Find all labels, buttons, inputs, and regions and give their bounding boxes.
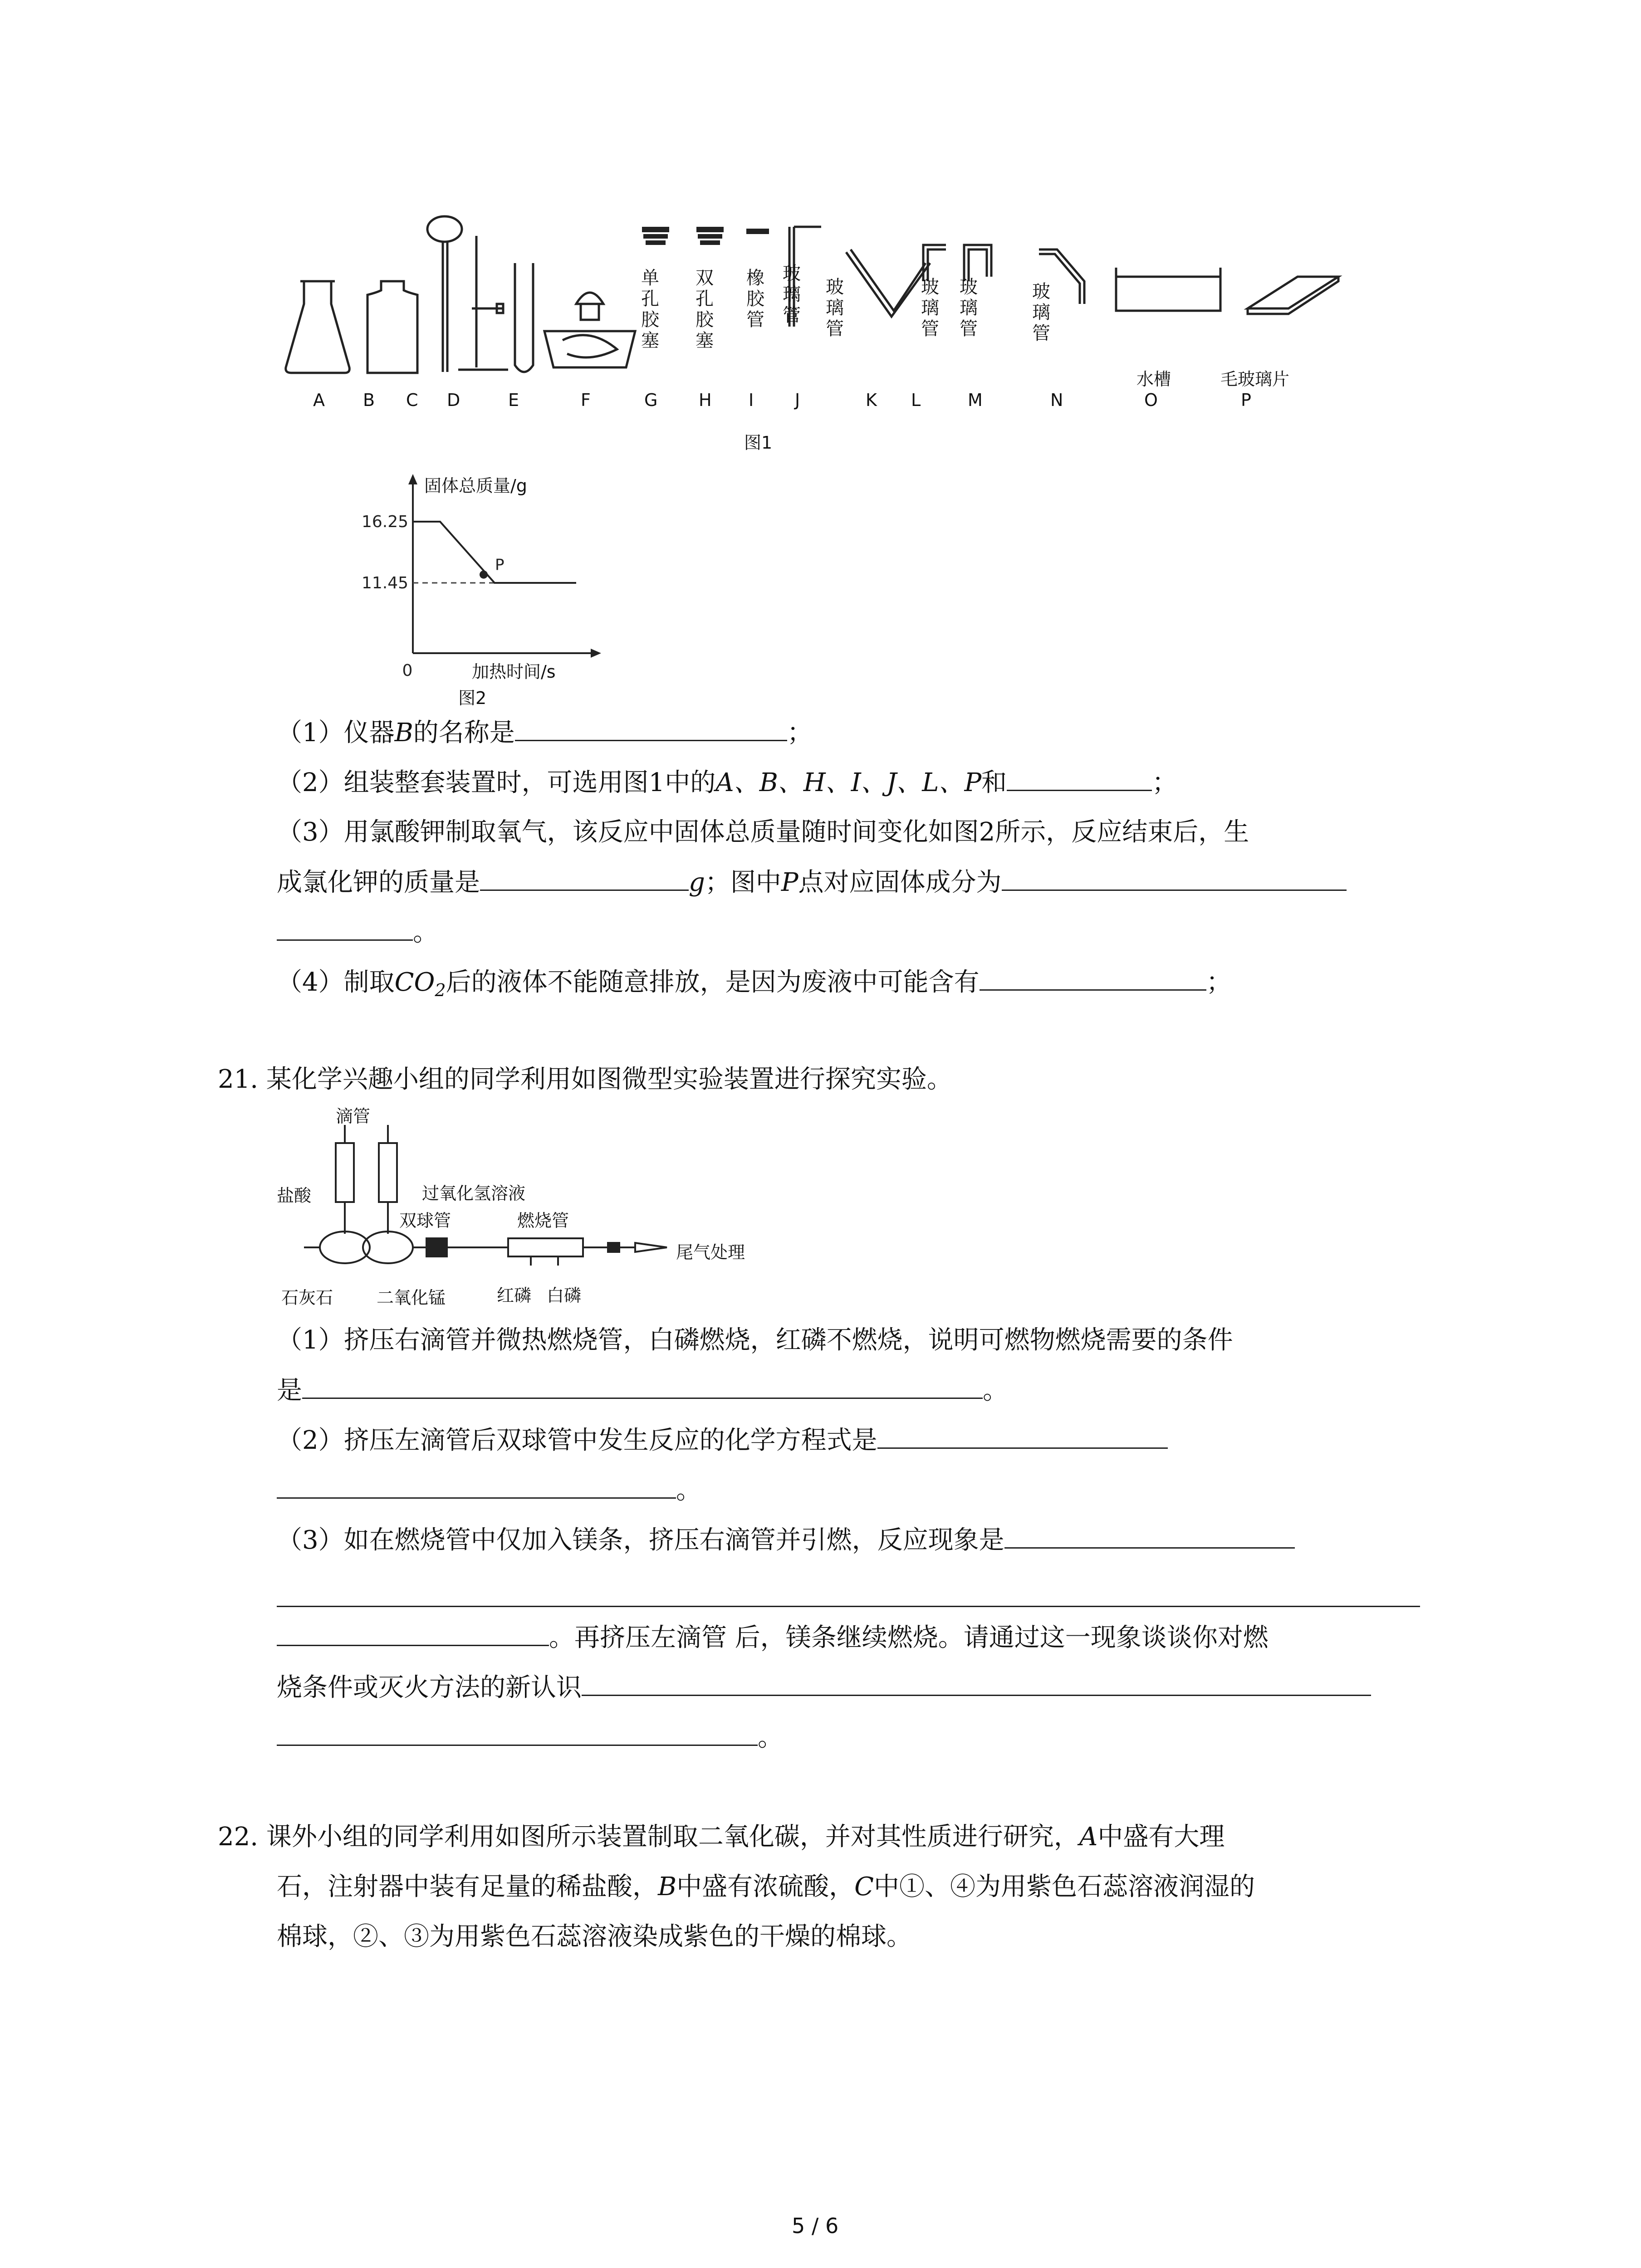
q20-p3-mass-blank[interactable] [480,864,689,891]
label-dropper: 滴管 [336,1106,371,1126]
q22-line3: 棉球，②、③为用紫色石蕊溶液染成紫色的干燥的棉球。 [277,1922,912,1951]
label-white-p: 白磷 [547,1286,582,1305]
letter-l: L [911,390,921,410]
letter-p: P [1241,390,1251,410]
page-number: 5 / 6 [792,2214,839,2238]
letter-j: J [795,390,800,410]
mass-time-chart [354,472,608,680]
iron-stand-icon [458,236,508,370]
letter-d: D [447,390,460,410]
y-axis-label: 固体总质量/g [424,476,527,496]
conical-flask-icon [286,281,350,373]
q20-p4-answer-blank[interactable] [980,964,1206,991]
letter-n: N [1050,390,1063,410]
label-glass-tube-k: 玻璃管 [826,277,844,339]
x-axis-arrow [591,649,601,658]
point-p-label: P [495,556,505,574]
letter-f: F [581,390,591,410]
y-axis-arrow [408,474,417,484]
letter-m: M [968,390,983,410]
label-hcl: 盐酸 [277,1186,312,1206]
q21-stem: 21. 某化学兴趣小组的同学利用如图微型实验装置进行探究实验。 [218,1065,952,1094]
right-angle-tube-icon [923,245,946,281]
q20-p2-answer-blank[interactable] [1007,764,1152,791]
q21-part3-line1: （3）如在燃烧管中仅加入镁条，挤压右滴管并引燃，反应现象是 [277,1522,1295,1559]
q21-p3-phenomenon-blank[interactable] [1004,1522,1295,1549]
label-glass-tube-j: 玻璃管 [783,263,801,326]
label-glass-tube-n: 玻璃管 [1032,281,1050,344]
label-double-hole-stopper: 双孔胶塞 [696,268,714,351]
label-red-p: 红磷 [497,1286,532,1305]
q22-line2: 石，注射器中装有足量的稀盐酸，B中盛有浓硫酸，C中①、④为用紫色石蕊溶液润湿的 [277,1872,1255,1901]
tick-16-25: 16.25 [361,513,408,531]
q20-part1: （1）仪器B的名称是 ； [277,714,813,751]
origin-label: 0 [402,661,413,680]
double-hole-stopper-icon [696,227,724,245]
q21-part3-line5: 。 [277,1719,783,1756]
q21-p2-equation-blank-cont[interactable] [277,1472,676,1499]
letter-b: B [363,390,375,410]
q20-part4: （4）制取$CO_2$后的液体不能随意排放，是因为废液中可能含有 ； [277,964,1232,1008]
q20-part3-line2: 成氯化钾的质量是 g；图中P点对应固体成分为 [277,864,1347,901]
single-hole-stopper-icon [642,227,669,245]
q22-line1: 22. 课外小组的同学利用如图所示装置制取二氧化碳，并对其性质进行研究，A中盛有大理 [218,1822,1225,1852]
figure-1-caption: 图1 [744,433,773,453]
bent-glass-tube-icon [846,249,930,317]
q21-p3-insight-blank[interactable] [582,1669,1371,1696]
alcohol-lamp-icon [544,293,635,367]
right-angle-tube-icon-2 [964,245,991,281]
test-tube-icon [515,263,533,372]
letter-g: G [644,390,658,410]
q20-part3-line1: （3）用氯酸钾制取氧气，该反应中固体总质量随时间变化如图2所示，反应结束后，生 [277,817,1249,847]
label-single-hole-stopper: 单孔胶塞 [641,268,659,351]
q21-part2: （2）挤压左滴管后双球管中发生反应的化学方程式是 [277,1422,1168,1459]
label-h2o2: 过氧化氢溶液 [422,1183,526,1203]
x-axis-label: 加热时间/s [472,662,556,682]
q21-p3-phenomenon-blank-cont[interactable] [277,1619,549,1646]
q21-part3-line3: 。再挤压左滴管 后，镁条继续燃烧。请通过这一现象谈谈你对燃 [277,1619,1269,1656]
label-glass-tube-l: 玻璃管 [921,277,939,339]
letter-h: H [699,390,712,410]
q20-p3-composition-blank[interactable] [1002,864,1347,891]
q20-p1-answer-blank[interactable] [515,714,787,741]
letter-k: K [866,390,877,410]
q21-p3-phenomenon-line2[interactable] [277,1606,1420,1607]
wide-mouth-bottle-icon [367,281,417,373]
letter-i: I [749,390,754,410]
label-rubber-tube: 橡胶管 [746,268,764,330]
series-line [413,522,576,583]
apparatus-drawing [272,213,1343,413]
q21-part2-line2: 。 [277,1472,701,1509]
q21-part3-line4: 烧条件或灭火方法的新认识 [277,1669,1371,1706]
q21-p3-insight-blank-cont[interactable] [277,1719,758,1746]
q21-part1-line1: （1）挤压右滴管并微热燃烧管，白磷燃烧，红磷不燃烧，说明可燃物燃烧需要的条件 [277,1325,1233,1355]
point-p [480,571,488,579]
label-glass-tube-m: 玻璃管 [960,277,978,339]
label-water-trough: 水槽 [1136,369,1171,389]
label-mno2: 二氧化锰 [377,1288,446,1308]
letter-c: C [406,390,418,410]
q21-p2-equation-blank[interactable] [877,1422,1168,1449]
tick-11-45: 11.45 [361,574,408,592]
q20-p3-composition-blank-cont[interactable] [277,914,413,941]
label-tail-gas: 尾气处理 [676,1242,745,1262]
letter-e: E [508,390,519,410]
q21-p1-answer-blank[interactable] [302,1372,983,1399]
long-neck-funnel-icon [427,216,462,372]
label-limestone: 石灰石 [281,1288,333,1308]
letter-a: A [313,390,325,410]
label-glass-plate: 毛玻璃片 [1220,369,1290,389]
q20-part3-line3: 。 [277,914,438,951]
figure-2-caption: 图2 [458,688,487,708]
q20-part2: （2）组装整套装置时，可选用图1中的A、B、H、I、J、L、P和 ； [277,764,1177,801]
water-trough-icon [1116,268,1220,311]
q21-part1-line2: 是 。 [277,1372,1008,1409]
label-double-bulb: 双球管 [399,1211,451,1231]
glass-plate-icon [1248,277,1338,314]
label-burn-tube: 燃烧管 [517,1211,569,1231]
letter-o: O [1144,390,1158,410]
